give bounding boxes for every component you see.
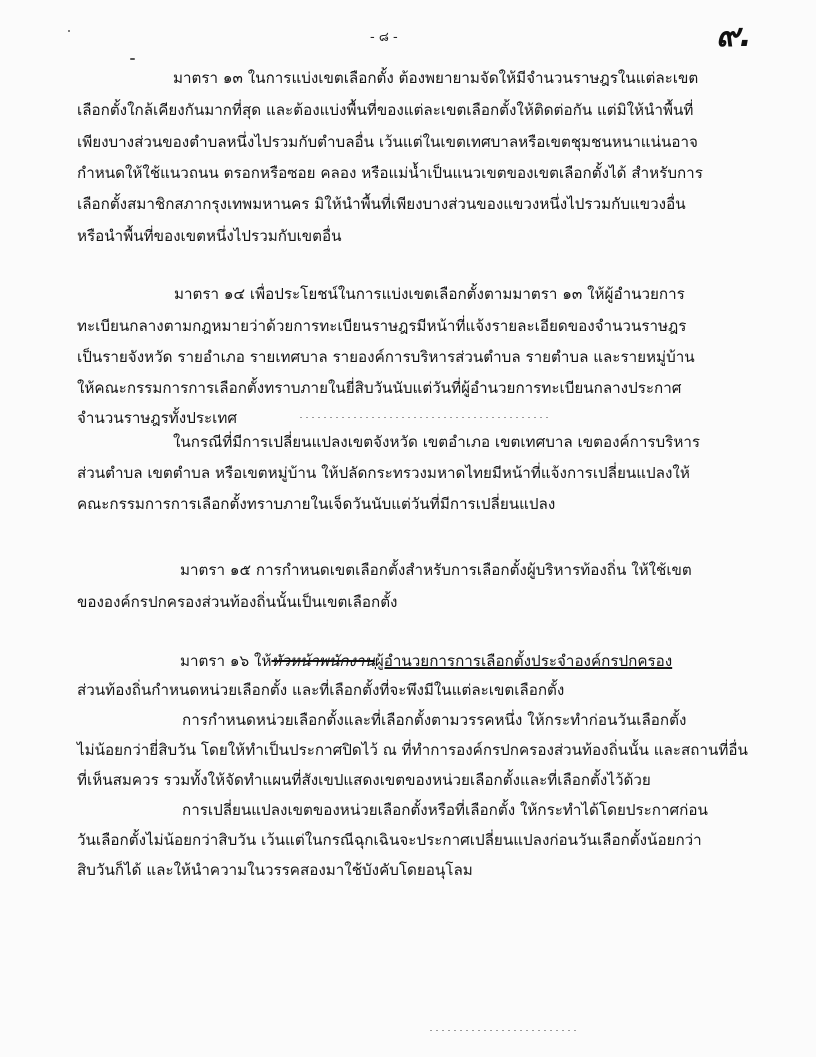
faint-dotted-mark <box>300 417 550 418</box>
section-16-para-2-line-1: การกำหนดหน่วยเลือกตั้งและที่เลือกตั้งตามวรรคหนึ่ง ให้กระทำก่อนวันเลือกตั้ง <box>182 711 687 729</box>
section-14-line-2: ทะเบียนกลางตามกฎหมายว่าด้วยการทะเบียนราษฎรมีหน้าที่แจ้งรายละเอียดของจำนวนราษฎร <box>77 317 687 335</box>
section-14-para-2-line-2: ส่วนตำบล เขตตำบล หรือเขตหมู่บ้าน ให้ปลัดกระทรวงมหาดไทยมีหน้าที่แจ้งการเปลี่ยนแปลงให้ <box>77 464 690 482</box>
section-15-line-2: ขององค์กรปกครองส่วนท้องถิ่นนั้นเป็นเขตเลือกตั้ง <box>77 593 398 611</box>
section-13-line-2: เลือกตั้งใกล้เคียงกันมากที่สุด และต้องแบ่งพื้นที่ของแต่ละเขตเลือกตั้งให้ติดต่อกัน แต่มิให้นำพื้นที่ <box>77 101 694 119</box>
faint-dotted-mark <box>430 1030 580 1031</box>
section-16-para-3-line-1: การเปลี่ยนแปลงเขตของหน่วยเลือกตั้งหรือที่เลือกตั้ง ให้กระทำได้โดยประกาศก่อน <box>182 801 708 819</box>
section-13-line-5: เลือกตั้งสมาชิกสภากรุงเทพมหานคร มิให้นำพื้นที่เพียงบางส่วนของแขวงหนึ่งไปรวมกับแขวงอื่น <box>77 195 686 213</box>
section-14-line-5: จำนวนราษฎรทั้งประเทศ <box>77 409 237 427</box>
section-16-para-2-line-2: ไม่น้อยกว่ายี่สิบวัน โดยให้ทำเป็นประกาศปิดไว้ ณ ที่ทำการองค์กรปกครองส่วนท้องถิ่นนั้น และสถานที่อื่น <box>77 741 748 759</box>
section-13-line-3: เพียงบางส่วนของตำบลหนึ่งไปรวมกับตำบลอื่น เว้นแต่ในเขตเทศบาลหรือเขตชุมชนหนาแน่นอาจ <box>77 133 698 151</box>
section-16-line-2: ส่วนท้องถิ่นกำหนดหน่วยเลือกตั้ง และที่เลือกตั้งที่จะพึงมีในแต่ละเขตเลือกตั้ง <box>77 681 565 699</box>
section-13-line-4: กำหนดให้ใช้แนวถนน ตรอกหรือซอย คลอง หรือแม่น้ำเป็นแนวเขตของเขตเลือกตั้งได้ สำหรับการ <box>77 164 703 182</box>
section-16-line-1-start: มาตรา ๑๖ ให้ <box>180 652 272 670</box>
scan-speck <box>130 58 135 60</box>
section-16-line-1 <box>180 651 672 671</box>
section-14-line-4: ให้คณะกรรมการการเลือกตั้งทราบภายในยี่สิบวันนับแต่วันที่ผู้อำนวยการทะเบียนกลางประกาศ <box>77 379 682 397</box>
section-13-line-1: มาตรา ๑๓ ในการแบ่งเขตเลือกตั้ง ต้องพยายามจัดให้มีจำนวนราษฎรในแต่ละเขต <box>173 69 699 87</box>
section-14-line-1: มาตรา ๑๔ เพื่อประโยชน์ในการแบ่งเขตเลือกตั้งตามมาตรา ๑๓ ให้ผู้อำนวยการ <box>174 285 685 303</box>
section-14-para-2-line-3: คณะกรรมการการเลือกตั้งทราบภายในเจ็ดวันนับแต่วันที่มีการเปลี่ยนแปลง <box>77 495 556 513</box>
struck-out-text: หัวหน้าพนักงาน <box>271 652 375 670</box>
section-14-para-2-line-1: ในกรณีที่มีการเปลี่ยนแปลงเขตจังหวัด เขตอำเภอ เขตเทศบาล เขตองค์การบริหาร <box>173 433 701 451</box>
section-16-para-3-line-2: วันเลือกตั้งไม่น้อยกว่าสิบวัน เว้นแต่ในกรณีฉุกเฉินจะประกาศเปลี่ยนแปลงก่อนวันเลือกตั้งน้อยกว่า <box>77 831 702 849</box>
inserted-text: ผู้อำนวยการการเลือกตั้งประจำองค์กรปกครอง <box>374 652 673 670</box>
section-16-para-2-line-3: ที่เห็นสมควร รวมทั้งให้จัดทำแผนที่สังเขปแสดงเขตของหน่วยเลือกตั้งและที่เลือกตั้งไว้ด้วย <box>77 771 651 789</box>
handwritten-page-number: ๙. <box>716 16 752 54</box>
scan-speck <box>68 30 70 32</box>
section-16-para-3-line-3: สิบวันก็ได้ และให้นำความในวรรคสองมาใช้บังคับโดยอนุโลม <box>77 861 473 879</box>
section-15-line-1: มาตรา ๑๕ การกำหนดเขตเลือกตั้งสำหรับการเลือกตั้งผู้บริหารท้องถิ่น ให้ใช้เขต <box>180 561 692 579</box>
page-number: - ๘ - <box>370 30 398 45</box>
section-13-line-6: หรือนำพื้นที่ของเขตหนึ่งไปรวมกับเขตอื่น <box>77 227 342 245</box>
section-14-line-3: เป็นรายจังหวัด รายอำเภอ รายเทศบาล รายองค์การบริหารส่วนตำบล รายตำบล และรายหมู่บ้าน <box>77 348 695 366</box>
